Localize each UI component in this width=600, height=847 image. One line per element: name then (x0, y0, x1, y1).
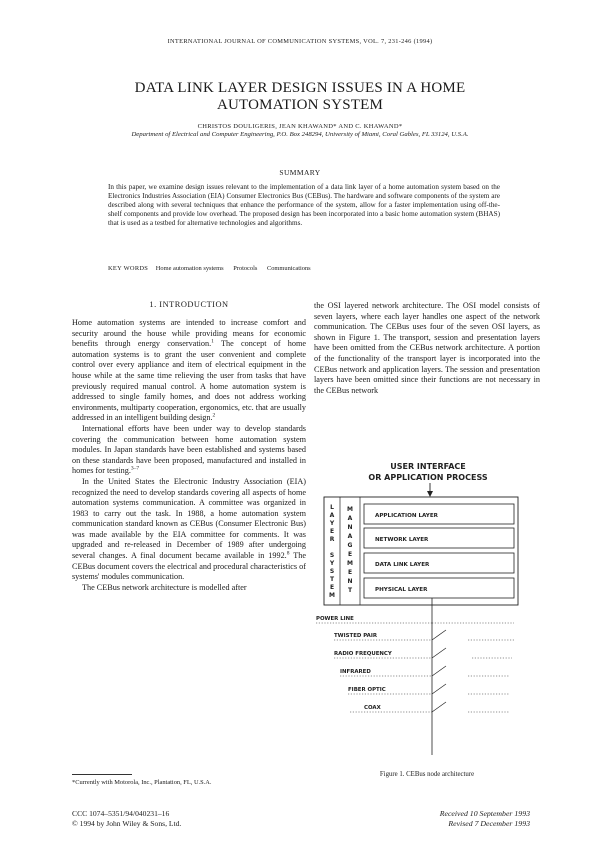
copyright: © 1994 by John Wiley & Sons, Ltd. (72, 819, 182, 829)
ccc-code: CCC 1074–5351/94/040231–16 (72, 809, 170, 818)
media-tick (432, 702, 446, 712)
figure-top-label-2: OR APPLICATION PROCESS (368, 473, 488, 482)
letter: E (347, 551, 353, 558)
paper-title-line2: AUTOMATION SYSTEM (216, 97, 384, 113)
right-column (314, 301, 540, 396)
left-column (72, 318, 306, 593)
letter: L (330, 504, 334, 511)
letter: T (329, 576, 335, 583)
letter: Y (329, 560, 335, 567)
paragraph-text: Home automation systems are intended to increase comfort and security around the house while providing means for economic benefits through energy conservation. (72, 318, 306, 349)
letter: S (329, 568, 335, 575)
paragraph: the OSI layered network architecture. The OSI model consists of seven layers, where each layer handles one aspect of the network communication. The CEBus uses four of the seven OSI layers, as shown in Figure 1. The transport, session and presentation layers have been omitted from the CEBus network architecture. A portion of the functionality of the transport layer is incorporated into the CEBus network and application layers. The session and presentation layers have been omitted since their functions are not necessary in the CEBus network (314, 301, 540, 395)
media-tick (432, 684, 446, 694)
media-tick (432, 666, 446, 676)
paragraph-text: The CEBus network architecture is modelled after (82, 582, 247, 592)
figure-cebus-node-architecture (314, 455, 540, 767)
letter: M (347, 560, 353, 567)
letter: A (329, 512, 335, 519)
media-label: INFRARED (340, 669, 371, 675)
letter: N (347, 578, 353, 585)
letter: A (347, 515, 353, 522)
media-label: FIBER OPTIC (348, 687, 386, 693)
media-label: RADIO FREQUENCY (334, 651, 392, 657)
footnote-rule (72, 774, 132, 775)
letter: E (329, 584, 335, 591)
paragraph-text: The concept of home automation systems is to grant the user convenient and complete control over every appliance and item of electrical equipment in the house while at the same time relieving the user from tasks that have previously required manual control. A home automation system is addressed to single family homes, and does not address working environments, multiparty cooperation, ergonomics, etc. that are usually addressed in an intelligent building design. (72, 339, 306, 423)
paragraph-text: In the United States the Electronic Industry Association (EIA) recognized the need to develop standards covering all aspects of home automation systems communication. A committee was organized in 1983 to carry out the task. In 1988, a home automation system communication standard known as CEBus (Consumer Electronic Bus) was made available by the EIA committee for comments. It was upgraded and re-released in December of 1989 after undergoing several changes. A final document became available in 1992. (72, 476, 306, 561)
affiliation: Department of Electrical and Computer Engineering, P.O. Box 248294, University of Miami, Coral Gables, FL 33124, U.S.A. (131, 131, 469, 138)
summary-heading: SUMMARY (279, 168, 321, 177)
media-tick (432, 630, 446, 640)
letter: M (329, 592, 335, 599)
media-ticks (432, 630, 446, 712)
keywords (108, 265, 500, 272)
letter: S (329, 552, 335, 559)
publication-info (72, 809, 181, 830)
citation-ref: 2 (212, 412, 216, 419)
letter: E (347, 569, 353, 576)
paragraph (72, 477, 306, 583)
layer-label: PHYSICAL LAYER (375, 587, 428, 593)
footnote: *Currently with Motorola, Inc., Plantation, FL, U.S.A. (72, 779, 212, 786)
authors: CHRISTOS DOULIGERIS, JEAN KHAWAND* AND C. KHAWAND* (197, 123, 403, 130)
letter: M (347, 506, 353, 513)
media-label: COAX (364, 705, 381, 711)
paragraph-text: The CEBus document covers the electrical and procedural characteristics of systems' modules communication. (72, 551, 307, 582)
letter: Y (329, 520, 335, 527)
revised-date: Revised 7 December 1993 (448, 819, 530, 829)
layer-label: NETWORK LAYER (375, 537, 429, 543)
media-label: POWER LINE (316, 616, 354, 622)
media-tick (432, 648, 446, 658)
paragraph-text: International efforts have been under way to develop standards covering the communication between home automation system modules. In Japan standards have been established and systems based on these standards have been proposed, manufactured and installed in homes for testing. (72, 423, 306, 476)
figure-caption: Figure 1. CEBus node architecture (379, 771, 475, 778)
layer-label: APPLICATION LAYER (375, 513, 438, 519)
running-head: INTERNATIONAL JOURNAL OF COMMUNICATION SYSTEMS, VOL. 7, 231-246 (1994) (167, 38, 433, 45)
letter: G (347, 542, 353, 549)
letter: R (329, 536, 335, 543)
received-date: Received 10 September 1993 (439, 809, 530, 818)
layer-system-label (329, 504, 335, 599)
letter: N (347, 524, 353, 531)
arrow-head-icon (427, 491, 433, 497)
media-label: TWISTED PAIR (334, 633, 378, 639)
citation-ref: 3–7 (130, 465, 140, 472)
keywords-label: KEY WORDS (108, 265, 149, 272)
letter: E (329, 528, 335, 535)
keyword: Communications (266, 265, 311, 272)
citation-ref: 8 (286, 550, 290, 557)
letter: A (347, 533, 353, 540)
citation-ref: 1 (211, 338, 214, 345)
layer-label: DATA LINK LAYER (375, 562, 430, 568)
paragraph (72, 424, 306, 477)
summary-text: In this paper, we examine design issues relevant to the implementation of a data link layer of a home automation system based on the Electronics Industries Association (EIA) Consumer Electronics Bus (CEBus). The hardware and software components of the system are described along with several techniques that enhance the performance of the system, allow for a faster implementation using off-the-shelf components and provide low overhead. The proposed design has been incorporated into a basic home automation system (BHAS) that is used as a testbed for alternative technologies and algorithms. (108, 183, 500, 227)
letter: T (347, 587, 353, 594)
paper-title (60, 80, 540, 114)
keyword: Home automation systems (155, 265, 224, 272)
figure-top-label-1: USER INTERFACE (390, 462, 466, 471)
received-dates (360, 809, 530, 830)
paragraph (72, 318, 306, 424)
management-label (347, 506, 353, 594)
paragraph (72, 583, 306, 594)
keyword: Protocols (233, 265, 258, 272)
paper-title-line1: DATA LINK LAYER DESIGN ISSUES IN A HOME (134, 80, 466, 96)
section-heading-introduction: 1. INTRODUCTION (149, 300, 229, 309)
